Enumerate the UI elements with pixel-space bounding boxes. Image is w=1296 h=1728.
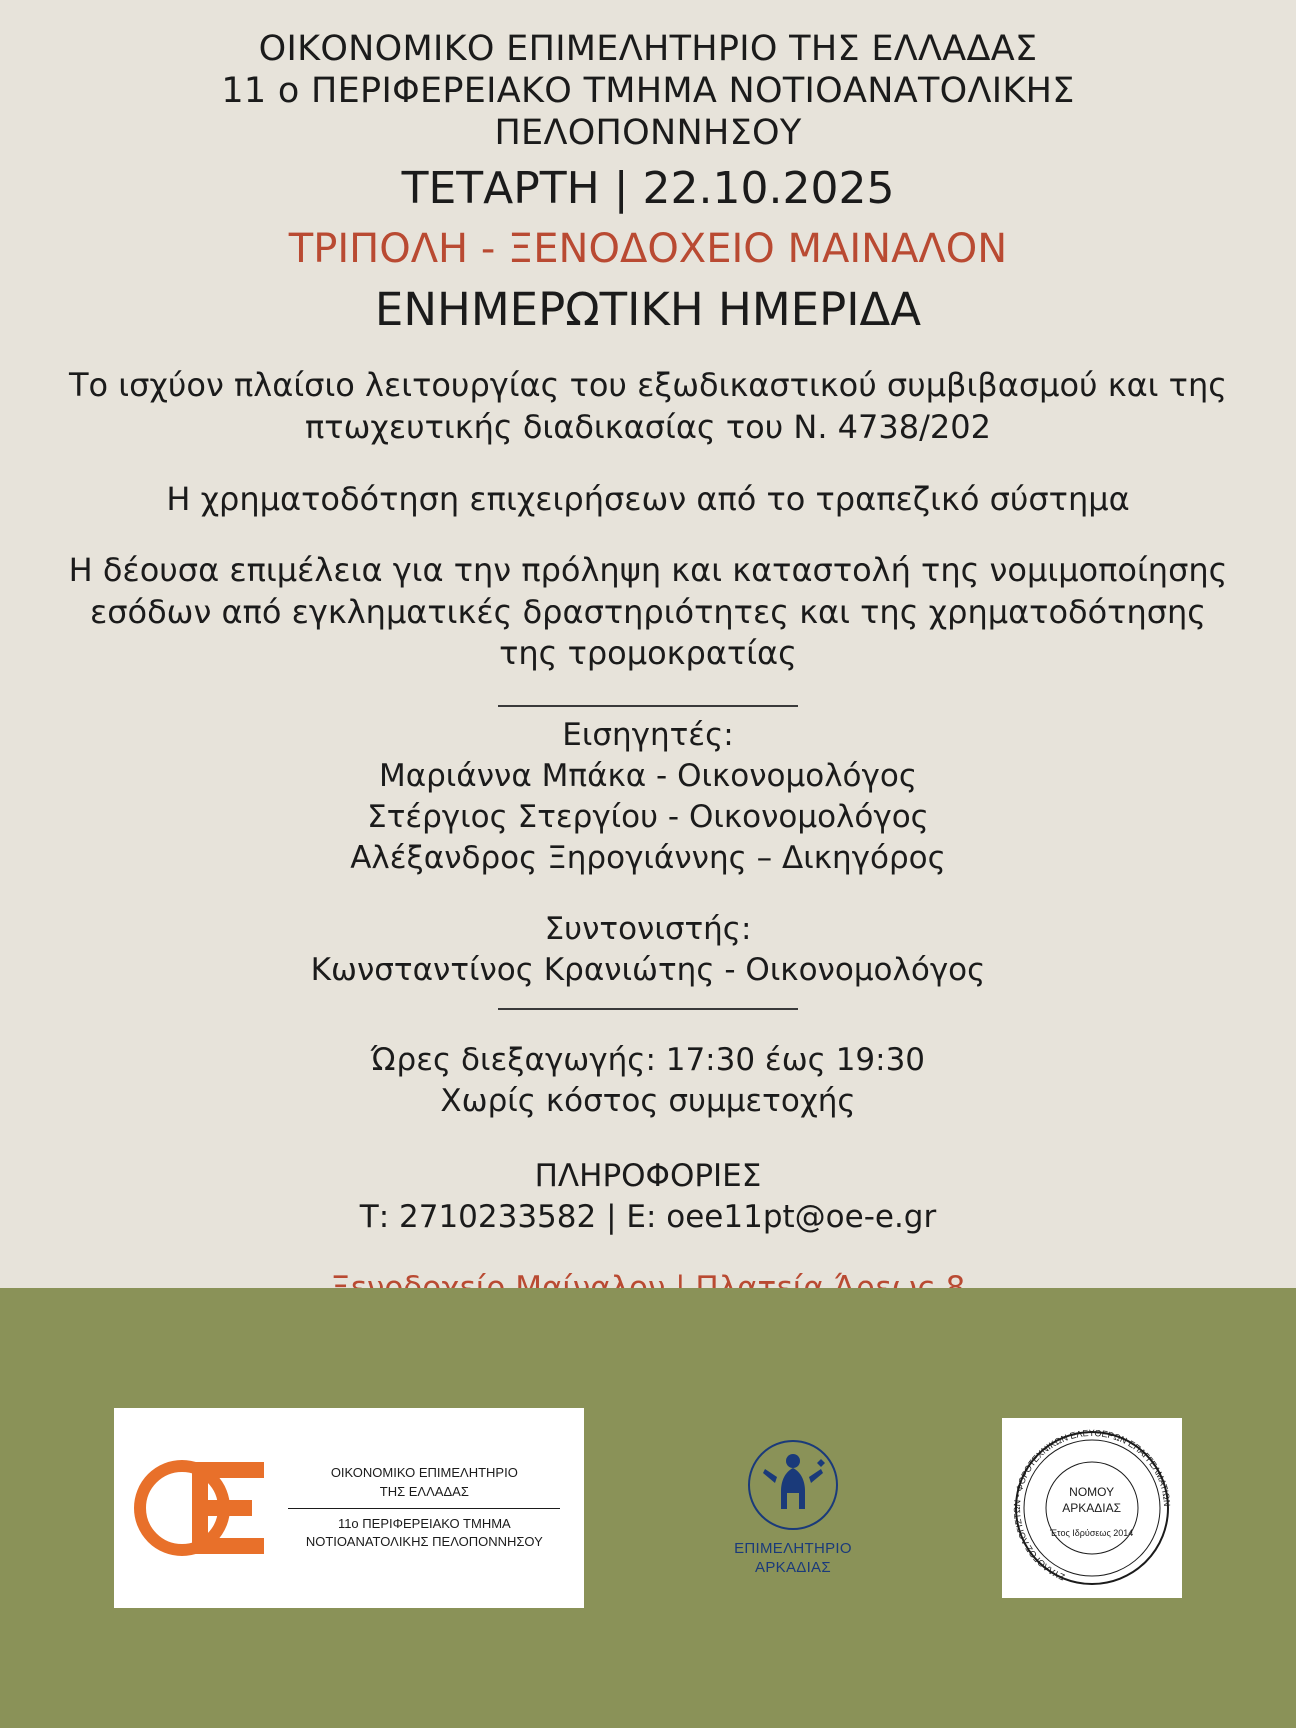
- chamber-logo-line-2: ΑΡΚΑΔΙΑΣ: [755, 1559, 831, 1576]
- moderator-block: [40, 909, 1256, 991]
- footer-logos: [0, 1288, 1296, 1728]
- moderator-name: Κωνσταντίνος Κρανιώτης - Οικονομολόγος: [310, 951, 986, 988]
- oee-logo-line-3: 11ο ΠΕΡΙΦΕΡΕΙΑΚΟ ΤΜΗΜΑ: [337, 1515, 511, 1531]
- info-title: ΠΛΗΡΟΦΟΡΙΕΣ: [534, 1158, 762, 1195]
- event-cost: Χωρίς κόστος συμμετοχής: [440, 1083, 856, 1120]
- topic-item: Η χρηματοδότηση επιχειρήσεων από το τραπεζικό σύστημα: [166, 479, 1130, 518]
- organization-block: [70, 28, 1226, 154]
- topic-item: Η δέουσα επιμέλεια για την πρόληψη και καταστολή της νομιμοποίησης εσόδων από εγκληματικές δραστηριότητες και της χρηματοδότησης της τρομοκρατίας: [68, 551, 1228, 673]
- info-block: [40, 1156, 1256, 1238]
- organization-line-2: 11 ο ΠΕΡΙΦΕΡΕΙΑΚΟ ΤΜΗΜΑ ΝΟΤΙΟΑΝΑΤΟΛΙΚΗΣ ΠΕΛΟΠΟΝΝΗΣΟΥ: [221, 71, 1075, 153]
- chamber-logo-line-1: ΕΠΙΜΕΛΗΤΗΡΙΟ: [734, 1539, 852, 1557]
- hermes-emblem-icon: [747, 1439, 839, 1531]
- moderator-title: Συντονιστής:: [544, 910, 752, 947]
- seal-year: Έτος Ιδρύσεως 2014: [1049, 1528, 1134, 1538]
- speaker-item: Αλέξανδρος Ξηρογιάννης – Δικηγόρος: [350, 839, 946, 876]
- divider-bottom: [498, 1008, 798, 1010]
- seal-line-2: ΑΡΚΑΔΙΑΣ: [1062, 1501, 1122, 1516]
- event-venue: ΤΡΙΠΟΛΗ - ΞΕΝΟΔΟΧΕΙΟ ΜΑΙΝΑΛΟΝ: [288, 225, 1008, 272]
- speaker-item: Μαριάννα Μπάκα - Οικονομολόγος: [378, 757, 918, 794]
- svg-text:ΣΥΛΛΟΓΟΣ ΛΟΓΙΣΤΩΝ - ΦΟΡΟΤΕΧΝΙΚ: ΣΥΛΛΟΓΟΣ ΛΟΓΙΣΤΩΝ - ΦΟΡΟΤΕΧΝΙΚΩΝ ΕΛΕΥΘΕΡΩΝ ΕΠΑΓΓΕΛΜΑΤΙΩΝ: [1011, 1428, 1172, 1583]
- seal-center-text: [1012, 1484, 1172, 1516]
- organization-line-1: ΟΙΚΟΝΟΜΙΚΟ ΕΠΙΜΕΛΗΤΗΡΙΟ ΤΗΣ ΕΛΛΑΔΑΣ: [258, 29, 1038, 69]
- event-date: ΤΕΤΑΡΤΗ | 22.10.2025: [401, 163, 895, 214]
- speakers-title: Εισηγητές:: [562, 717, 734, 754]
- event-hours: Ώρες διεξαγωγής: 17:30 έως 19:30: [370, 1042, 926, 1079]
- seal-emblem-icon: [1012, 1428, 1172, 1588]
- logo-chamber-arkadias: [693, 1439, 893, 1578]
- oee-logo-line-4: ΝΟΤΙΟΑΝΑΤΟΛΙΚΗΣ ΠΕΛΟΠΟΝΝΗΣΟΥ: [305, 1534, 543, 1550]
- logo-oee: [114, 1408, 584, 1608]
- oee-logo-text: [278, 1464, 570, 1552]
- topic-item: Το ισχύον πλαίσιο λειτουργίας του εξωδικαστικού συμβιβασμού και της πτωχευτικής διαδικασίας του Ν. 4738/202: [69, 366, 1227, 447]
- oee-emblem-icon: [128, 1448, 278, 1568]
- topics-list: [40, 365, 1256, 675]
- oee-logo-line-2: ΤΗΣ ΕΛΛΑΔΑΣ: [379, 1483, 469, 1499]
- speaker-item: Στέργιος Στεργίου - Οικονομολόγος: [367, 798, 929, 835]
- speakers-block: [40, 715, 1256, 879]
- seal-line-1: ΝΟΜΟΥ: [1069, 1485, 1115, 1499]
- info-contact[interactable]: Τ: 2710233582 | E: oee11pt@oe-e.gr: [359, 1199, 937, 1236]
- divider-top: [498, 705, 798, 707]
- oee-logo-line-1: ΟΙΚΟΝΟΜΙΚΟ ΕΠΙΜΕΛΗΤΗΡΙΟ: [330, 1464, 518, 1480]
- logo-accountants-seal: [1002, 1418, 1182, 1598]
- details-block: [40, 1040, 1256, 1122]
- oee-logo-rule: [288, 1508, 560, 1509]
- event-type: ΕΝΗΜΕΡΩΤΙΚΗ ΗΜΕΡΙΔΑ: [374, 282, 922, 336]
